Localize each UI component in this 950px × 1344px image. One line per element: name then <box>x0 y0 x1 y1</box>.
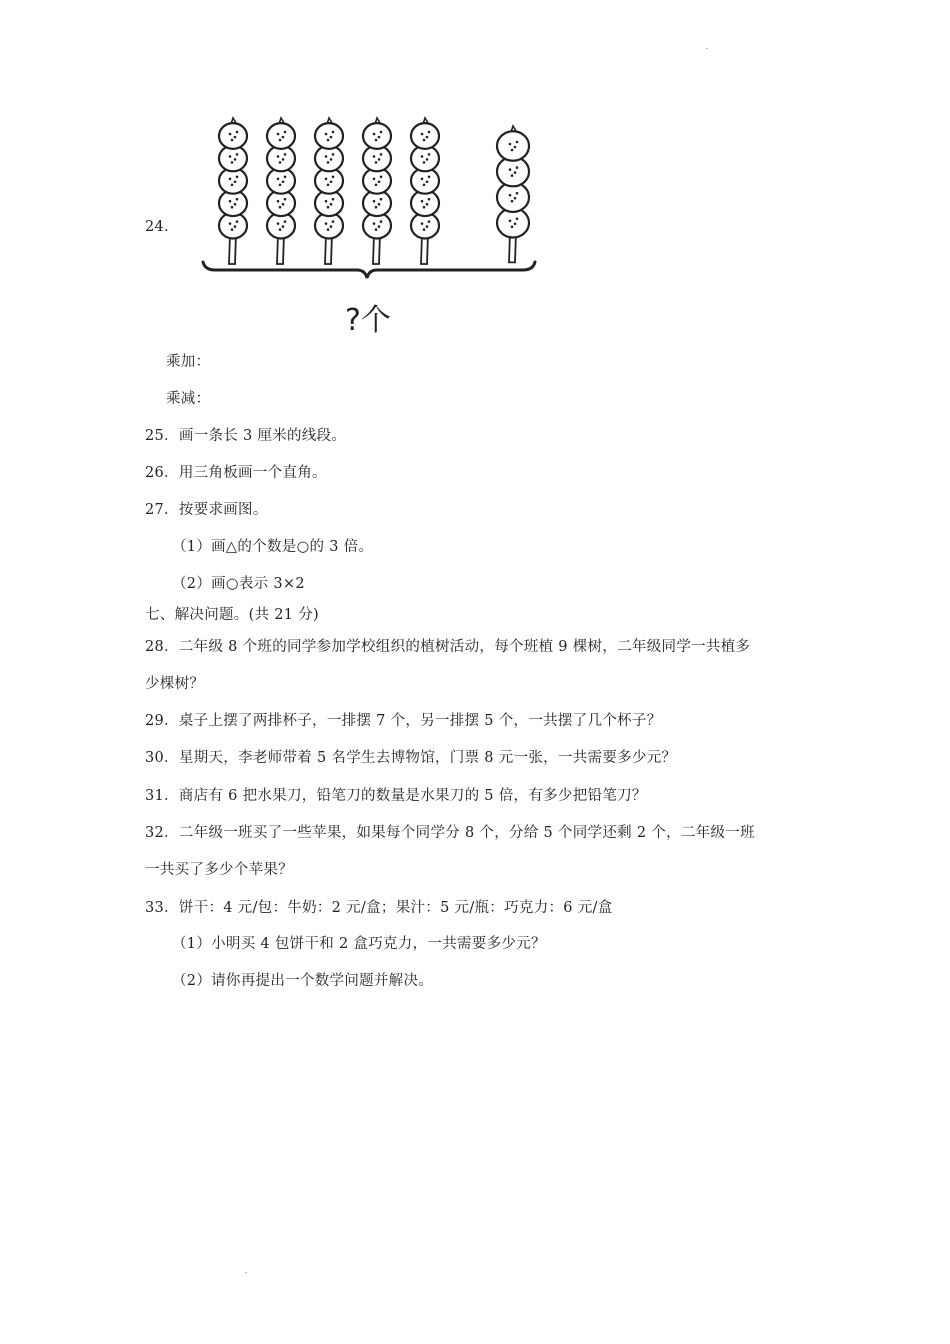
fruit-dot <box>509 220 512 223</box>
fruit-dot <box>234 225 237 228</box>
q25-text: 25．画一条长 3 厘米的线段。 <box>145 428 347 444</box>
fruit-dot <box>378 203 381 206</box>
fruit-dot <box>284 131 287 134</box>
fruit-dot <box>229 222 232 225</box>
fruit-dot <box>229 200 232 203</box>
fruit-dot <box>426 203 429 206</box>
fruit-dot <box>428 176 431 179</box>
fruit-dot <box>373 133 376 136</box>
fruit-dot <box>282 181 285 184</box>
fruit-dot <box>423 206 426 209</box>
fruit-dot <box>511 226 514 229</box>
fruit-dot <box>423 139 426 142</box>
fruit-dot <box>509 168 512 171</box>
fruit-dot <box>332 198 335 201</box>
q33-title: 33．饼干：4 元/包：牛奶：2 元/盒；果汁：5 元/瓶：巧克力：6 元/盒 <box>145 900 613 916</box>
fruit-dot <box>325 222 328 225</box>
fruit-dot <box>428 153 431 156</box>
fruit-dot <box>421 155 424 158</box>
fruit-dot <box>282 203 285 206</box>
q27-sub1: （1）画△的个数是○的 3 倍。 <box>172 539 374 555</box>
section-7-heading: 七、解决问题。(共 21 分) <box>145 607 319 623</box>
fruit-dot <box>380 131 383 134</box>
fruit-dot <box>380 198 383 201</box>
q27-sub2: （2）画○表示 3×2 <box>172 576 305 592</box>
fruit-dot <box>231 184 234 187</box>
fruit-dot <box>373 200 376 203</box>
multiply-add-label: 乘加： <box>166 354 211 370</box>
fruit-dot <box>231 206 234 209</box>
fruit-dot <box>279 228 282 231</box>
brace-bracket <box>203 262 535 278</box>
fruit-dot <box>375 161 378 164</box>
fruit-dot <box>421 133 424 136</box>
fruit-dot <box>428 131 431 134</box>
fruit-dot <box>516 192 519 195</box>
fruit-dot <box>282 158 285 161</box>
fruit-dot <box>234 158 237 161</box>
fruit-dot <box>325 200 328 203</box>
fruit-dot <box>330 225 333 228</box>
fruit-dot <box>421 178 424 181</box>
fruit-dot <box>375 139 378 142</box>
fruit-dot <box>423 228 426 231</box>
fruit-dot <box>426 158 429 161</box>
q28-line1: 28．二年级 8 个班的同学参加学校组织的植树活动，每个班植 9 棵树，二年级同学一共植多 <box>145 639 751 655</box>
fruit-dot <box>327 228 330 231</box>
fruit-ball <box>267 123 295 149</box>
fruit-ball <box>363 123 391 149</box>
fruit-dot <box>378 181 381 184</box>
skewer <box>497 126 529 262</box>
fruit-dot <box>380 220 383 223</box>
skewer <box>219 118 247 264</box>
q29-text: 29．桌子上摆了两排杯子，一排摆 7 个，另一排摆 5 个，一共摆了几个杯子？ <box>145 713 662 729</box>
fruit-dot <box>277 200 280 203</box>
fruit-dot <box>380 176 383 179</box>
fruit-ball <box>411 123 439 149</box>
fruit-dot <box>330 158 333 161</box>
skewers-group <box>219 118 529 264</box>
skewer <box>267 118 295 264</box>
fruit-dot <box>373 222 376 225</box>
fruit-dot <box>279 184 282 187</box>
fruit-dot <box>282 136 285 139</box>
fruit-dot <box>284 220 287 223</box>
fruit-dot <box>327 206 330 209</box>
skewer-figure <box>195 112 545 342</box>
fruit-dot <box>511 149 514 152</box>
q31-text: 31．商店有 6 把水果刀，铅笔刀的数量是水果刀的 5 倍，有多少把铅笔刀？ <box>145 788 647 804</box>
fruit-dot <box>277 133 280 136</box>
fruit-dot <box>277 178 280 181</box>
skewer <box>315 118 343 264</box>
q27-title: 27．按要求画图。 <box>145 502 268 518</box>
fruit-dot <box>332 220 335 223</box>
fruit-dot <box>516 141 519 144</box>
fruit-dot <box>330 203 333 206</box>
fruit-dot <box>380 153 383 156</box>
fruit-dot <box>509 143 512 146</box>
fruit-dot <box>327 184 330 187</box>
fruit-dot <box>428 198 431 201</box>
fruit-dot <box>327 139 330 142</box>
fruit-dot <box>236 220 239 223</box>
fruit-dot <box>423 161 426 164</box>
fruit-dot <box>277 222 280 225</box>
fruit-dot <box>375 206 378 209</box>
fruit-dot <box>279 139 282 142</box>
fruit-dot <box>516 218 519 221</box>
fruit-dot <box>509 194 512 197</box>
fruit-dot <box>234 136 237 139</box>
fruit-dot <box>330 136 333 139</box>
q33-sub1: （1）小明买 4 包饼干和 2 盒巧克力，一共需要多少元？ <box>172 936 546 952</box>
fruit-dot <box>514 171 517 174</box>
fruit-dot <box>514 146 517 149</box>
fruit-dot <box>426 136 429 139</box>
fruit-dot <box>514 197 517 200</box>
fruit-dot <box>325 178 328 181</box>
fruit-dot <box>236 198 239 201</box>
fruit-dot <box>423 184 426 187</box>
fruit-dot <box>279 161 282 164</box>
fruit-dot <box>514 223 517 226</box>
fruit-dot <box>282 225 285 228</box>
fruit-dot <box>378 225 381 228</box>
fruit-dot <box>516 166 519 169</box>
scan-speck <box>245 1272 247 1273</box>
q33-sub2: （2）请你再提出一个数学问题并解决。 <box>172 973 434 989</box>
fruit-dot <box>325 133 328 136</box>
fruit-dot <box>330 181 333 184</box>
fruit-dot <box>428 220 431 223</box>
skewer <box>411 118 439 264</box>
fruit-dot <box>378 136 381 139</box>
fruit-dot <box>236 176 239 179</box>
fruit-dot <box>325 155 328 158</box>
fruit-dot <box>511 200 514 203</box>
fruit-dot <box>378 158 381 161</box>
fruit-dot <box>332 153 335 156</box>
fruit-dot <box>426 181 429 184</box>
q30-text: 30．星期天，李老师带着 5 名学生去博物馆，门票 8 元一张，一共需要多少元？ <box>145 750 677 766</box>
skewer <box>363 118 391 264</box>
fruit-ball <box>315 123 343 149</box>
fruit-dot <box>229 133 232 136</box>
fruit-dot <box>332 131 335 134</box>
fruit-dot <box>231 161 234 164</box>
q24-number: 24. <box>145 219 169 235</box>
fruit-dot <box>279 206 282 209</box>
fruit-dot <box>231 228 234 231</box>
scan-speck <box>706 48 708 49</box>
fruit-dot <box>421 200 424 203</box>
fruit-dot <box>426 225 429 228</box>
fruit-dot <box>373 155 376 158</box>
fruit-dot <box>234 181 237 184</box>
fruit-ball <box>219 123 247 149</box>
figure-question-label: ?个 <box>345 303 391 338</box>
fruit-ball <box>497 131 529 160</box>
multiply-subtract-label: 乘减： <box>166 391 211 407</box>
q28-line2: 少棵树？ <box>145 676 205 692</box>
fruit-dot <box>375 228 378 231</box>
fruit-dot <box>284 198 287 201</box>
fruit-dot <box>421 222 424 225</box>
fruit-dot <box>327 161 330 164</box>
fruit-dot <box>375 184 378 187</box>
q26-text: 26．用三角板画一个直角。 <box>145 465 327 481</box>
fruit-dot <box>373 178 376 181</box>
fruit-dot <box>511 174 514 177</box>
fruit-dot <box>236 153 239 156</box>
fruit-dot <box>332 176 335 179</box>
fruit-dot <box>229 155 232 158</box>
fruit-dot <box>284 176 287 179</box>
fruit-dot <box>277 155 280 158</box>
fruit-dot <box>284 153 287 156</box>
q32-line2: 一共买了多少个苹果？ <box>145 862 293 878</box>
fruit-dot <box>234 203 237 206</box>
q32-line1: 32．二年级一班买了一些苹果，如果每个同学分 8 个，分给 5 个同学还剩 2 个，二年级一班 <box>145 825 755 841</box>
fruit-dot <box>231 139 234 142</box>
fruit-dot <box>236 131 239 134</box>
fruit-dot <box>229 178 232 181</box>
